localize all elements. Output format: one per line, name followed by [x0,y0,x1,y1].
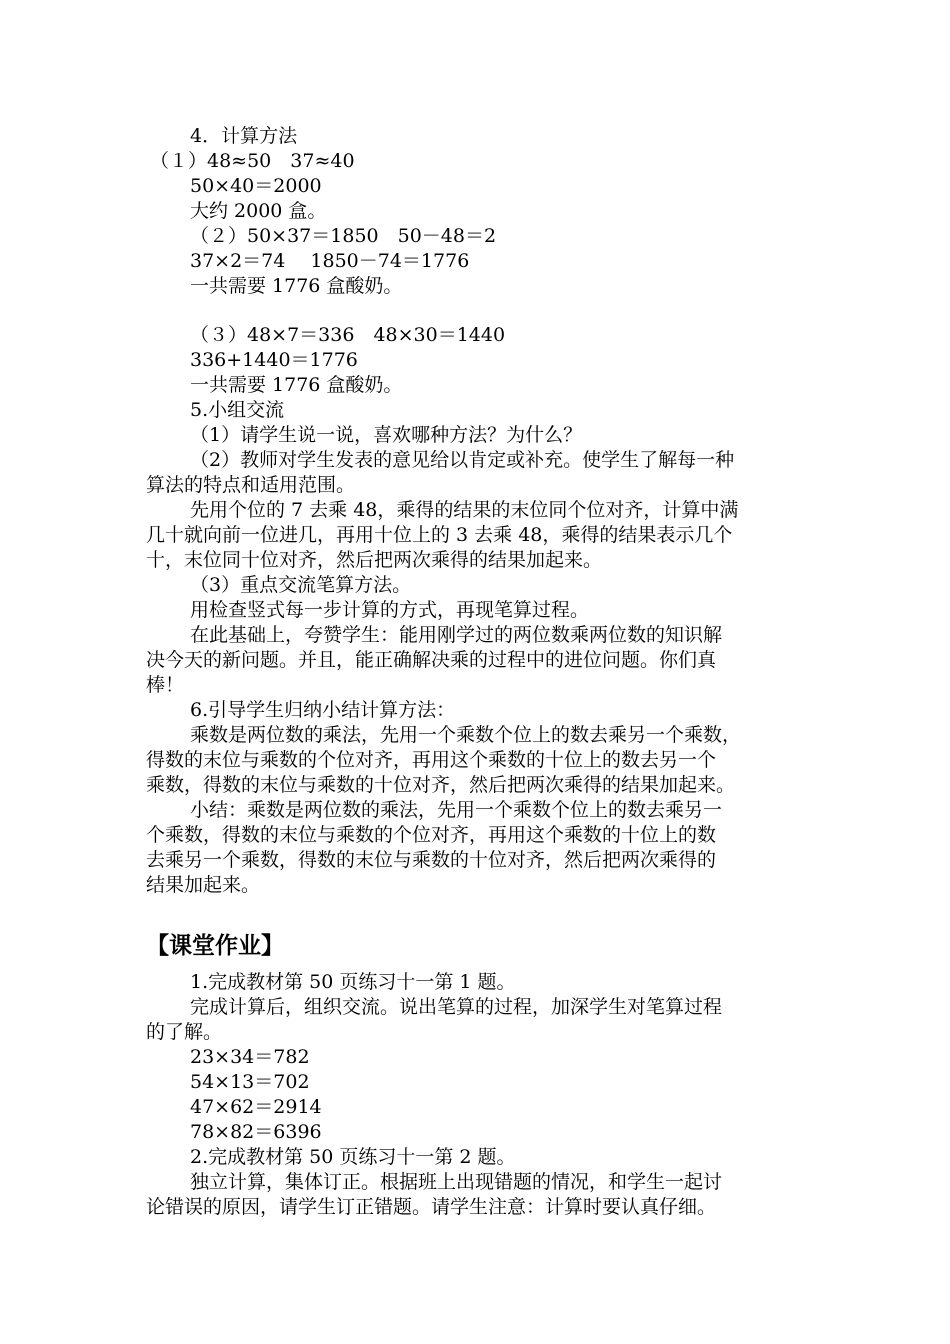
praise-paragraph-line-1: 在此基础上，夸赞学生：能用刚学过的两位数乘两位数的知识解 [190,624,723,646]
discussion-item-1: （1）请学生说一说，喜欢哪种方法？为什么？ [190,424,583,446]
method-1-line-3: 大约 2000 盒。 [190,200,327,222]
procedure-paragraph-line-3: 十，末位同十位对齐，然后把两次乘得的结果加起来。 [146,549,603,571]
method-3-line-2: 336+1440＝1776 [190,349,358,371]
summary-paragraph-line-4: 结果加起来。 [146,874,261,896]
equation-2: 54×13＝702 [190,1071,310,1093]
homework-task-1-desc-line-1: 完成计算后，组织交流。说出笔算的过程，加深学生对笔算过程 [190,996,723,1018]
procedure-paragraph-line-1: 先用个位的 7 去乘 48，乘得的结果的末位同个位对齐，计算中满 [190,499,739,521]
homework-task-1: 1.完成教材第 50 页练习十一第 1 题。 [190,971,516,993]
praise-paragraph-line-2: 决今天的新问题。并且，能正确解决乘的过程中的进位问题。你们真 [146,649,717,671]
method-3-line-3: 一共需要 1776 盒酸奶。 [190,374,403,396]
method-2-line-2: 37×2＝74 1850－74＝1776 [190,250,470,272]
review-paragraph: 用检查竖式每一步计算的方式，再现笔算过程。 [190,599,590,621]
praise-paragraph-line-3: 棒！ [146,674,185,696]
summary-paragraph-line-2: 个乘数，得数的末位与乘数的个位对齐，再用这个乘数的十位上的数 [146,824,717,846]
method-1-line-2: 50×40＝2000 [190,175,322,197]
rule-paragraph-line-1: 乘数是两位数的乘法，先用一个乘数个位上的数去乘另一个乘数， [190,724,742,746]
rule-paragraph-line-2: 得数的末位与乘数的个位对齐，再用这个乘数的十位上的数去另一个 [146,749,717,771]
homework-task-1-desc-line-2: 的了解。 [146,1021,223,1043]
classwork-heading: 【课堂作业】 [146,933,284,959]
section-title-summary: 6.引导学生归纳小结计算方法： [190,699,456,721]
homework-task-2: 2.完成教材第 50 页练习十一第 2 题。 [190,1146,516,1168]
section-title-group-discussion: 5.小组交流 [190,399,285,421]
summary-paragraph-line-1: 小结：乘数是两位数的乘法，先用一个乘数个位上的数去乘另一 [190,799,723,821]
equation-3: 47×62＝2914 [190,1096,322,1118]
method-2-line-3: 一共需要 1776 盒酸奶。 [190,275,403,297]
homework-task-2-desc-line-2: 论错误的原因，请学生订正错题。请学生注意：计算时要认真仔细。 [146,1196,717,1218]
method-1-line-1: （１）48≈50 37≈40 [150,150,355,172]
discussion-item-2-line-1: （2）教师对学生发表的意见给以肯定或补充。使学生了解每一种 [190,449,735,471]
method-3-line-1: （３）48×7＝336 48×30＝1440 [190,324,506,346]
rule-paragraph-line-3: 乘数，得数的末位与乘数的十位对齐，然后把两次乘得的结果加起来。 [146,774,736,796]
discussion-item-3: （3）重点交流笔算方法。 [190,574,412,596]
equation-1: 23×34＝782 [190,1046,310,1068]
summary-paragraph-line-3: 去乘另一个乘数，得数的末位与乘数的十位对齐，然后把两次乘得的 [146,849,717,871]
equation-4: 78×82＝6396 [190,1121,322,1143]
method-2-line-1: （２）50×37＝1850 50－48＝2 [190,225,497,247]
section-title-calculation-method: 4．计算方法 [190,125,298,147]
discussion-item-2-line-2: 算法的特点和适用范围。 [146,474,356,496]
homework-task-2-desc-line-1: 独立计算，集体订正。根据班上出现错题的情况，和学生一起讨 [190,1171,723,1193]
procedure-paragraph-line-2: 几十就向前一位进几，再用十位上的 3 去乘 48，乘得的结果表示几个 [146,524,733,546]
